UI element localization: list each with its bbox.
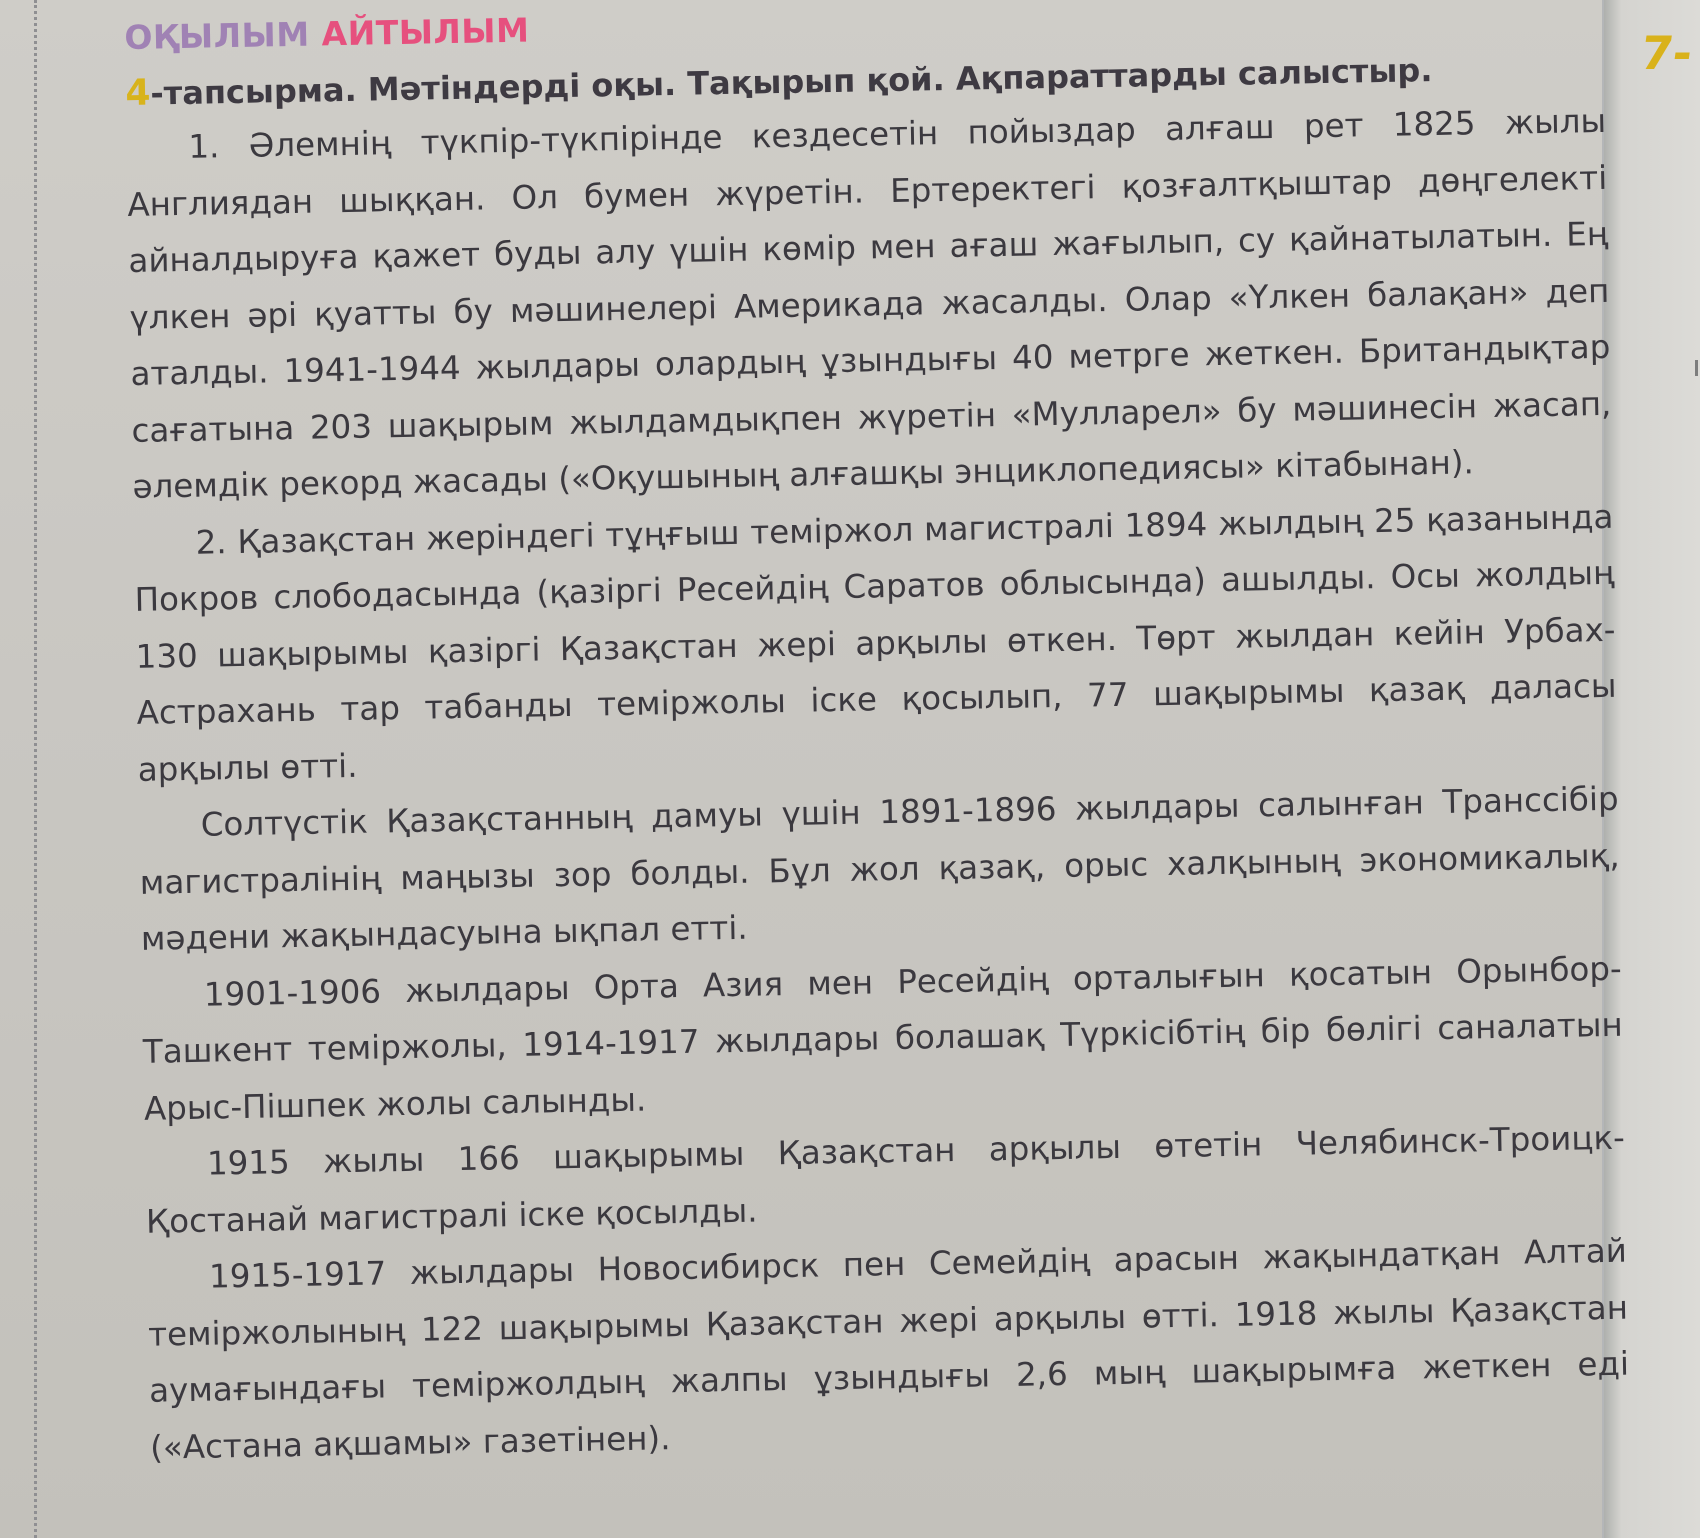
next-page-number: 7- [1637, 26, 1696, 80]
task-text: -тапсырма. Мәтіндерді оқы. Тақырып қой. Ақпараттарды салыстыр. [150, 51, 1433, 113]
section-title-reading: ОҚЫЛЫМ [124, 14, 310, 57]
paragraph-5: 1915 жылы 166 шақырымы Қазақстан арқылы өтетін Челябинск-Троицк-Қостанай магистралі іске қосылды. [145, 1118, 1626, 1241]
section-title-speaking: АЙТЫЛЫМ [321, 10, 530, 54]
paragraph-3: Солтүстік Қазақстанның дамуы үшін 1891-1896 жылдары салынған Транссібір магистралінің маңызы зор болды. Бұл жол қазақ, орыс халқының экономикалық, мәдени жақындасуына ықпал етті. [139, 779, 1620, 958]
paragraph-6: 1915-1917 жылдары Новосибирск пен Семейдің арасын жақындатқан Алтай теміржолының 122 шақырымы Қазақстан жері арқылы өтті. 1918 жылы Қазақстан аумағындағы теміржолдың жалпы ұзындығы 2,6 мың шақырымға жеткен еді («Астана ақшамы» газетінен). [147, 1231, 1630, 1467]
text-body [126, 93, 1631, 1476]
paragraph-1: 1. Әлемнің түкпір-түкпірінде кездесетін пойыздар алғаш рет 1825 жылы Англиядан шыққан. Ол бумен жүретін. Ертеректегі қозғалтқыштар дөңгелекті айналдыруға қажет буды алу үшін көмір мен ағаш жағылып, су қайнатылатын. Ең үлкен әрі қуатты бу мәшинелері Америкада жасалды. Олар «Үлкен балақан» деп аталды. 1941-1944 жылдары олардың ұзындығы 40 метрге жеткен. Британдықтар сағатына 203 шақырым жылдамдықпен жүретін «Мулларел» бу мәшинесін жасап, әлемдік рекорд жасады («Оқушының алғашқы энциклопедиясы» кітабынан). [127, 101, 1612, 506]
page-edge-mark [1695, 360, 1698, 376]
paragraph-2: 2. Қазақстан жеріндегі тұңғыш теміржол магистралі 1894 жылдың 25 қазанында Покров слободасында (қазіргі Ресейдің Саратов облысында) ашылды. Осы жолдың 130 шақырымы қазіргі Қазақстан жері арқылы өткен. Төрт жылдан кейін Урбах-Астрахань тар табанды теміржолы іске қосылып, 77 шақырымы қазақ даласы арқылы өтті. [134, 497, 1617, 789]
paragraph-4: 1901-1906 жылдары Орта Азия мен Ресейдің орталығын қосатын Орынбор-Ташкент теміржолы, 1914-1917 жылдары болашақ Түркісібтің бір бөлігі саналатын Арыс-Пішпек жолы салынды. [142, 949, 1624, 1128]
dotted-margin-line [34, 0, 37, 1538]
task-number: 4 [125, 72, 151, 114]
page-content [124, 0, 1630, 1476]
